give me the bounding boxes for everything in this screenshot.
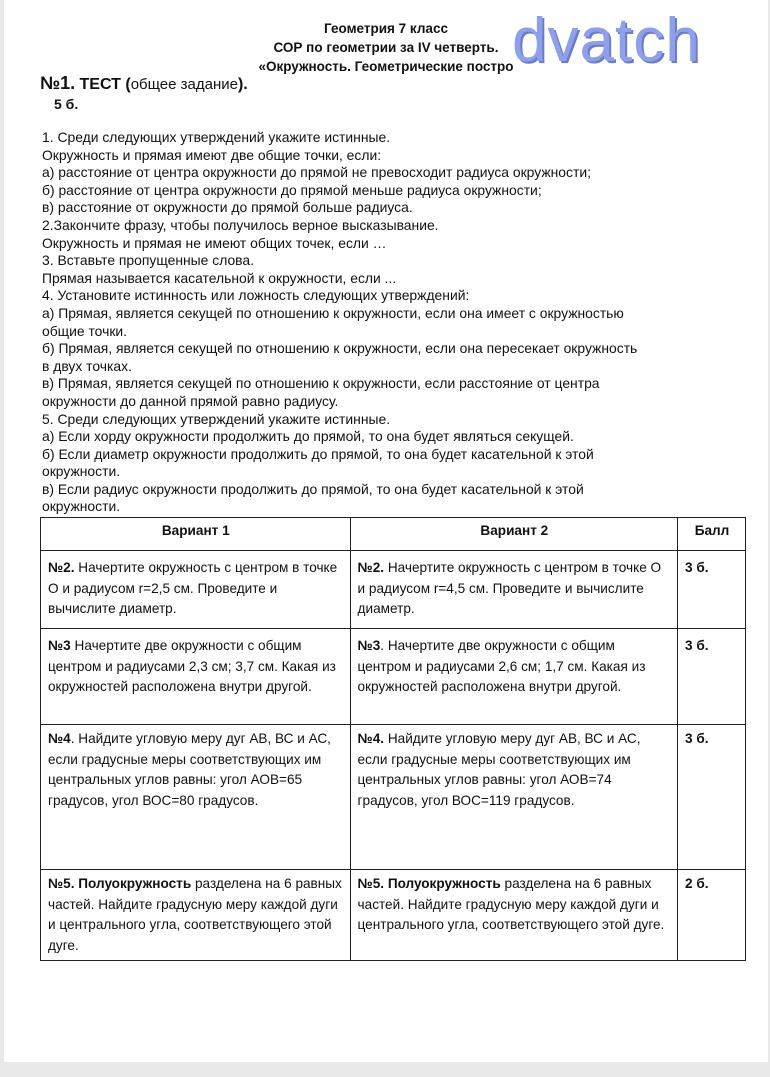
question-line: б) Если диаметр окружности продолжить до прямой, то она будет касательной к этой: [42, 445, 594, 462]
task-number: №2.: [357, 560, 385, 575]
document-page: [4, 0, 768, 1062]
task-cell-variant-2: [350, 870, 678, 961]
score-cell: 2 б.: [678, 870, 746, 961]
task-keyword: . Полуокружность: [380, 876, 501, 891]
question-line: окружности.: [42, 498, 121, 515]
task1-label: ТЕСТ (: [79, 76, 131, 93]
question-line: 3. Вставьте пропущенные слова.: [42, 252, 254, 269]
question-line: Окружность и прямая имеют две общие точки, если:: [42, 146, 382, 163]
task-number: №3: [48, 638, 71, 653]
question-line: окружности.: [42, 463, 121, 480]
task-cell-variant-2: [350, 551, 678, 629]
score-cell: 3 б.: [678, 551, 746, 629]
header-line-3: «Окружность. Геометрические постро: [258, 59, 514, 74]
task-number: №2.: [48, 560, 75, 575]
task1-close: ).: [237, 76, 248, 93]
watermark-logo: dvatch: [512, 6, 701, 75]
question-line: в) Прямая, является секущей по отношению к окружности, если расстояние от центра: [42, 375, 600, 392]
question-line: в) Если радиус окружности продолжить до прямой, то она будет касательной к этой: [42, 480, 584, 497]
question-line: а) расстояние от центра окружности до прямой не превосходит радиуса окружности;: [42, 164, 591, 181]
task-cell-variant-1: [41, 725, 351, 870]
task-cell-variant-1: [41, 551, 351, 629]
task-text: . Найдите угловую меру дуг АВ, ВС и АС, если градусные меры соответствующих им центральных углов равны: угол АОВ=65 градусов, угол ВОС=80 градусов.: [48, 731, 331, 808]
question-line: б) расстояние от центра окружности до прямой меньше радиуса окружности;: [42, 181, 542, 198]
task1-title: [40, 73, 248, 94]
table-header-row: [41, 518, 746, 551]
task-text: разделена на 6 равных частей. Найдите градусную меру каждой дуги и центрального угла, соответствующего этой дуге.: [48, 876, 342, 953]
variants-table: [40, 517, 746, 961]
task-text: Начертите окружность с центром в точке О и радиусом r=2,5 см. Проведите и вычислите диаметр.: [48, 560, 338, 616]
question-line: 4. Установите истинность или ложность следующих утверждений:: [42, 287, 470, 304]
question-line: 1. Среди следующих утверждений укажите истинные.: [42, 129, 391, 145]
question-line: 2.Закончите фразу, чтобы получилось верное высказывание.: [42, 216, 439, 233]
task-number: №4.: [357, 731, 385, 746]
task-text: Найдите угловую меру дуг АВ, ВС и АС, если градусные меры соответствующих им центральных углов равны: угол АОВ=74 градусов, угол ВОС=119 градусов.: [357, 731, 641, 808]
question-line: б) Прямая, является секущей по отношению к окружности, если она пересекает окружность: [42, 340, 638, 357]
question-line: общие точки.: [42, 322, 128, 339]
question-line: в двух точках.: [42, 357, 132, 374]
question-line: в) расстояние от окружности до прямой больше радиуса.: [42, 199, 413, 216]
test-questions: [42, 129, 742, 516]
question-line: 5. Среди следующих утверждений укажите истинные.: [42, 410, 391, 427]
question-line: а) Если хорду окружности продолжить до прямой, то она будет являться секущей.: [42, 428, 574, 445]
task-number: №5: [357, 876, 381, 891]
header-variant-1: Вариант 1: [41, 518, 351, 551]
question-line: окружности до данной прямой равно радиусу.: [42, 392, 339, 409]
task-text: Начертите две окружности с общим центром и радиусами 2,3 см; 3,7 см. Какая из окружностей расположена внутри другой.: [48, 638, 336, 694]
task-text: . Начертите две окружности с общим центром и радиусами 2,6 см; 1,7 см. Какая из окружностей расположена внутри другой.: [357, 638, 646, 694]
table-row: [41, 551, 746, 629]
task-text: разделена на 6 равных частей. Найдите градусную меру каждой дуги и центрального угла, соответствующего этой дуге.: [357, 876, 665, 932]
table-row: [41, 870, 746, 961]
task-cell-variant-1: [41, 629, 351, 725]
task-cell-variant-2: [350, 725, 678, 870]
task1-note: общее задание: [130, 76, 238, 93]
score-cell: 3 б.: [678, 629, 746, 725]
task1-number: №1.: [40, 73, 76, 93]
task-keyword: . Полуокружность: [70, 876, 192, 891]
header-score: Балл: [678, 518, 746, 551]
task-cell-variant-2: [350, 629, 678, 725]
table-row: [41, 725, 746, 870]
score-cell: 3 б.: [678, 725, 746, 870]
task-number: №4: [48, 731, 71, 746]
question-line: а) Прямая, является секущей по отношению к окружности, если она имеет с окружностью: [42, 304, 624, 321]
header-variant-2: Вариант 2: [350, 518, 678, 551]
table-row: [41, 629, 746, 725]
question-line: Прямая называется касательной к окружности, если ...: [42, 269, 397, 286]
task1-points: 5 б.: [54, 96, 79, 112]
header-line-2: СОР по геометрии за IV четверть.: [273, 40, 499, 55]
task-number: №5: [48, 876, 71, 891]
task-text: Начертите окружность с центром в точке О и радиусом r=4,5 см. Проведите и вычислите диаметр.: [357, 560, 662, 616]
question-line: Окружность и прямая не имеют общих точек, если …: [42, 234, 387, 251]
task-cell-variant-1: [41, 870, 351, 961]
header-line-1: Геометрия 7 класс: [324, 21, 448, 36]
task-number: №3: [357, 638, 381, 653]
